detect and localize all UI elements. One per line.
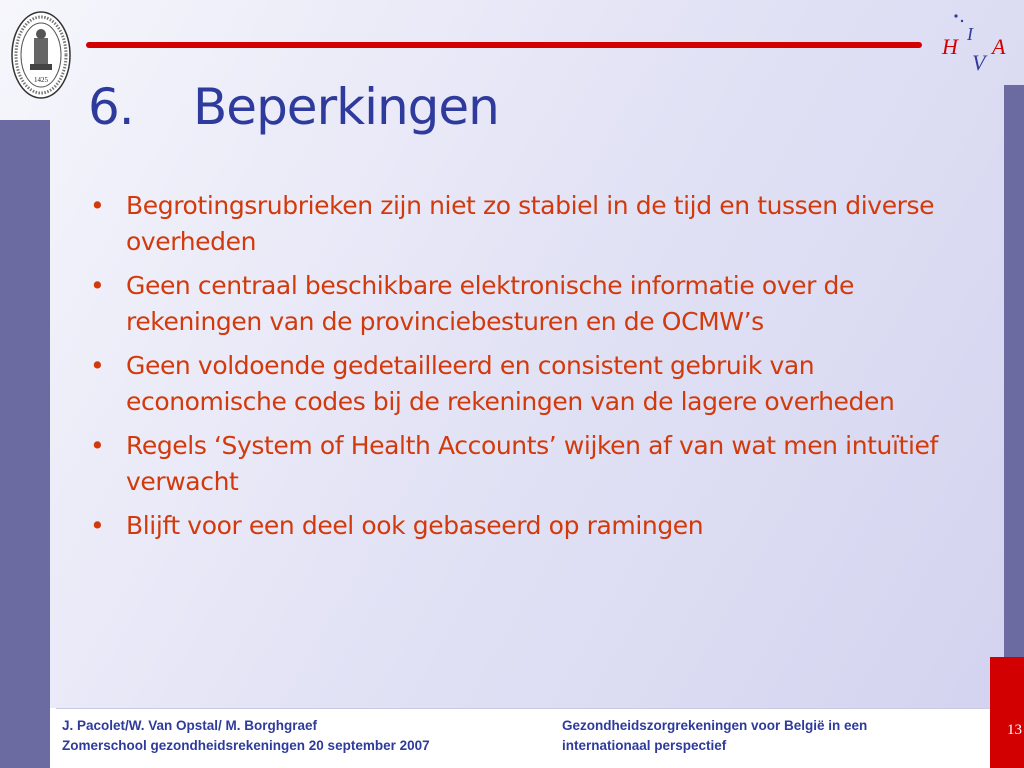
title-accent-line (86, 42, 922, 48)
bullet-dot-icon: • (90, 431, 105, 460)
footer-topic-line2: internationaal perspectief (562, 738, 727, 753)
slide-title-text: Beperkingen (193, 78, 499, 136)
page-number-box (990, 657, 1024, 768)
hiva-letter-i: I (967, 24, 973, 44)
right-side-bar (1004, 85, 1024, 660)
bullet-item (90, 188, 940, 260)
hiva-letter-v: V (972, 50, 986, 74)
page-number: 13 (1007, 722, 1022, 738)
bullet-item (90, 348, 940, 420)
footer-left-bar (0, 708, 50, 768)
footer-divider (56, 708, 990, 709)
left-side-bar (0, 120, 50, 708)
bullet-dot-icon: • (90, 511, 105, 540)
slide-title-number: 6. (88, 78, 134, 136)
bullet-list (90, 188, 940, 552)
footer-authors (62, 716, 430, 756)
bullet-text: Geen voldoende gedetailleerd en consistent gebruik van economische codes bij de rekeningen van de lagere overheden (126, 351, 895, 416)
bullet-dot-icon: • (90, 191, 105, 220)
bullet-text: Blijft voor een deel ook gebaseerd op ramingen (126, 511, 704, 540)
hiva-letter-h: H (942, 34, 958, 59)
footer-authors-line: J. Pacolet/W. Van Opstal/ M. Borghgraef (62, 718, 318, 733)
seal-year: 1425 (34, 76, 48, 84)
footer-topic (562, 716, 867, 756)
footer-topic-line1: Gezondheidszorgrekeningen voor België in een (562, 718, 868, 733)
university-seal-logo (10, 10, 72, 100)
bullet-item (90, 508, 940, 544)
bullet-text: Geen centraal beschikbare elektronische informatie over de rekeningen van de provinciebesturen en de OCMW’s (126, 271, 855, 336)
footer-event-line: Zomerschool gezondheidsrekeningen 20 september 2007 (62, 738, 430, 753)
bullet-item (90, 268, 940, 340)
slide-title (88, 78, 499, 136)
bullet-dot-icon: • (90, 351, 105, 380)
bullet-text: Begrotingsrubrieken zijn niet zo stabiel in de tijd en tussen diverse overheden (126, 191, 935, 256)
hiva-logo (938, 10, 1020, 74)
hiva-letter-a: A (992, 34, 1006, 59)
bullet-item (90, 428, 940, 500)
bullet-text: Regels ‘System of Health Accounts’ wijken af van wat men intuïtief verwacht (126, 431, 938, 496)
bullet-dot-icon: • (90, 271, 105, 300)
